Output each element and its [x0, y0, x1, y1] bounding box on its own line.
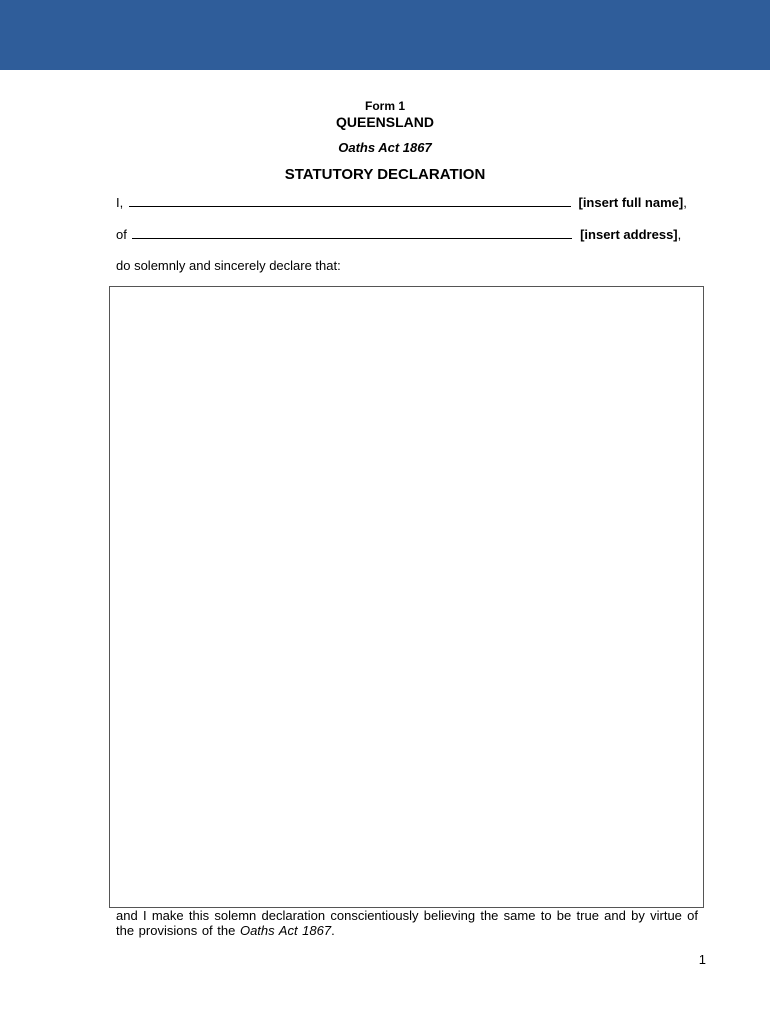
address-prefix: of [116, 227, 127, 242]
declaration-text-box[interactable] [109, 286, 704, 908]
document-title: STATUTORY DECLARATION [284, 166, 486, 183]
full-name-field[interactable] [129, 194, 571, 207]
full-name-line [116, 194, 687, 210]
closing-text: and I make this solemn declaration conscientiously believing the same to be true and by virtue of the provisions of the [116, 908, 698, 938]
closing-period: . [331, 923, 335, 938]
full-name-hint: [insert full name] [578, 195, 684, 210]
address-line [116, 226, 681, 242]
act-name-heading: Oaths Act 1867 [338, 140, 432, 155]
page-number: 1 [698, 952, 706, 967]
name-prefix: I, [116, 195, 124, 210]
declaration-intro: do solemnly and sincerely declare that: [116, 258, 341, 273]
address-hint: [insert address] [580, 227, 678, 242]
address-field[interactable] [132, 226, 572, 239]
closing-statement [116, 908, 698, 938]
closing-act-name: Oaths Act 1867 [239, 923, 332, 938]
full-name-suffix: , [683, 195, 687, 210]
top-banner [0, 0, 770, 70]
form-number: Form 1 [364, 99, 405, 113]
address-suffix: , [677, 227, 682, 242]
jurisdiction-heading: QUEENSLAND [335, 114, 434, 130]
